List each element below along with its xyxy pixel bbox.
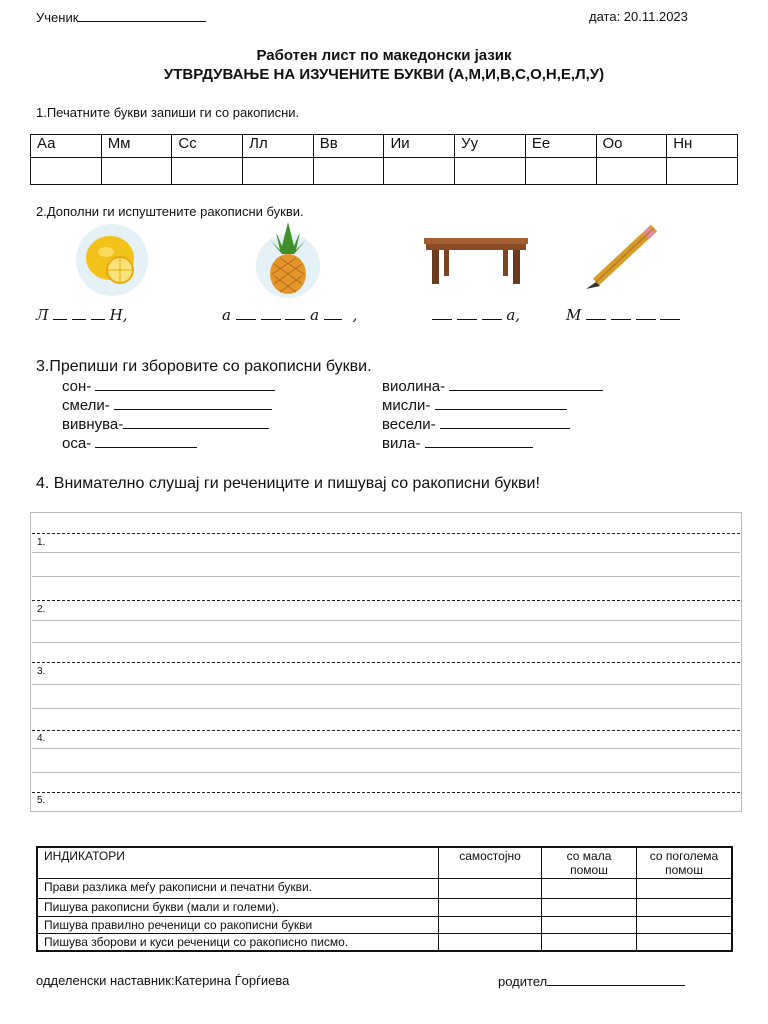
line-number: 2. bbox=[37, 604, 46, 615]
dashed-line bbox=[32, 730, 740, 731]
line-number: 3. bbox=[37, 666, 46, 677]
dashed-line bbox=[32, 600, 740, 601]
task2-item-lemon: Л Н, bbox=[36, 306, 128, 324]
task2-item-table: а, bbox=[432, 306, 520, 324]
parent-label: родител bbox=[498, 973, 685, 989]
letter-cell: Нн bbox=[667, 135, 738, 158]
letter-cell: Оо bbox=[596, 135, 667, 158]
indicators-header: ИНДИКАТОРИ bbox=[37, 847, 439, 879]
column-header: со поголема помош bbox=[637, 847, 733, 879]
indicator-row: Пишува ракописни букви (мали и големи). bbox=[37, 899, 439, 917]
answer-cell[interactable] bbox=[243, 158, 314, 185]
dashed-line bbox=[32, 792, 740, 793]
answer-cell[interactable] bbox=[384, 158, 455, 185]
worksheet-subtitle: УТВРДУВАЊЕ НА ИЗУЧЕНИТЕ БУКВИ (А,М,И,В,С,О,Н,Е,Л,У) bbox=[163, 66, 605, 83]
word-item: оса- bbox=[62, 435, 197, 452]
check-cell[interactable] bbox=[542, 879, 637, 899]
letter-cell: Ии bbox=[384, 135, 455, 158]
word-item: мисли- bbox=[382, 397, 567, 414]
task2-item-pineapple: а а , bbox=[222, 306, 358, 324]
guide-line bbox=[32, 576, 740, 577]
guide-line bbox=[32, 684, 740, 685]
answer-cell[interactable] bbox=[101, 158, 172, 185]
indicator-row: Прави разлика меѓу ракописни и печатни букви. bbox=[37, 879, 439, 899]
task2-instruction: 2.Дополни ги испуштените ракописни букви. bbox=[36, 204, 304, 219]
check-cell[interactable] bbox=[637, 879, 733, 899]
table-icon bbox=[422, 236, 530, 288]
answer-cell[interactable] bbox=[31, 158, 102, 185]
word-item: вила- bbox=[382, 435, 533, 452]
line-number: 1. bbox=[37, 537, 46, 548]
task2-item-pencil: М bbox=[566, 306, 680, 324]
date-label: дата: 20.11.2023 bbox=[589, 9, 688, 24]
word-item: вивнува- bbox=[62, 416, 269, 433]
pencil-icon bbox=[582, 222, 662, 292]
letter-cell: Аа bbox=[31, 135, 102, 158]
word-item: виолина- bbox=[382, 378, 603, 395]
check-cell[interactable] bbox=[637, 934, 733, 952]
letter-cell: Мм bbox=[101, 135, 172, 158]
check-cell[interactable] bbox=[439, 917, 542, 934]
column-header: самостојно bbox=[439, 847, 542, 879]
indicators-table bbox=[36, 846, 733, 952]
worksheet-title: Работен лист по македонски јазик bbox=[256, 47, 512, 64]
answer-cell[interactable] bbox=[525, 158, 596, 185]
answer-cell[interactable] bbox=[313, 158, 384, 185]
word-item: весели- bbox=[382, 416, 570, 433]
guide-line bbox=[32, 748, 740, 749]
guide-line bbox=[32, 772, 740, 773]
guide-line bbox=[32, 642, 740, 643]
check-cell[interactable] bbox=[542, 934, 637, 952]
letter-cell: Уу bbox=[455, 135, 526, 158]
guide-line bbox=[32, 552, 740, 553]
check-cell[interactable] bbox=[542, 899, 637, 917]
word-item: сон- bbox=[62, 378, 275, 395]
answer-cell[interactable] bbox=[455, 158, 526, 185]
indicator-row: Пишува правилно реченици со ракописни букви bbox=[37, 917, 439, 934]
check-cell[interactable] bbox=[637, 899, 733, 917]
check-cell[interactable] bbox=[439, 879, 542, 899]
answer-cell[interactable] bbox=[667, 158, 738, 185]
word-item: смели- bbox=[62, 397, 272, 414]
answer-cell[interactable] bbox=[596, 158, 667, 185]
letter-cell: Сс bbox=[172, 135, 243, 158]
guide-line bbox=[32, 620, 740, 621]
check-cell[interactable] bbox=[439, 934, 542, 952]
guide-line bbox=[32, 708, 740, 709]
line-number: 4. bbox=[37, 733, 46, 744]
student-label: Ученик bbox=[36, 9, 206, 25]
task4-instruction: 4. Внимателно слушај ги речениците и пишувај со ракописни букви! bbox=[36, 475, 540, 492]
letters-table bbox=[30, 134, 738, 185]
dashed-line bbox=[32, 533, 740, 534]
task1-instruction: 1.Печатните букви запиши ги со ракописни. bbox=[36, 105, 300, 120]
dashed-line bbox=[32, 662, 740, 663]
letter-cell: Лл bbox=[243, 135, 314, 158]
task3-instruction: 3.Препиши ги зборовите со ракописни букви. bbox=[36, 358, 372, 375]
pineapple-icon bbox=[252, 218, 324, 298]
lemon-icon bbox=[72, 222, 152, 297]
answer-cell[interactable] bbox=[172, 158, 243, 185]
column-header: со мала помош bbox=[542, 847, 637, 879]
line-number: 5. bbox=[37, 795, 46, 806]
check-cell[interactable] bbox=[637, 917, 733, 934]
indicator-row: Пишува зборови и куси реченици со ракописно писмо. bbox=[37, 934, 439, 952]
letter-cell: Вв bbox=[313, 135, 384, 158]
check-cell[interactable] bbox=[439, 899, 542, 917]
letter-cell: Ее bbox=[525, 135, 596, 158]
teacher-label: одделенски наставник:Катерина Ѓорѓиева bbox=[36, 973, 290, 988]
check-cell[interactable] bbox=[542, 917, 637, 934]
